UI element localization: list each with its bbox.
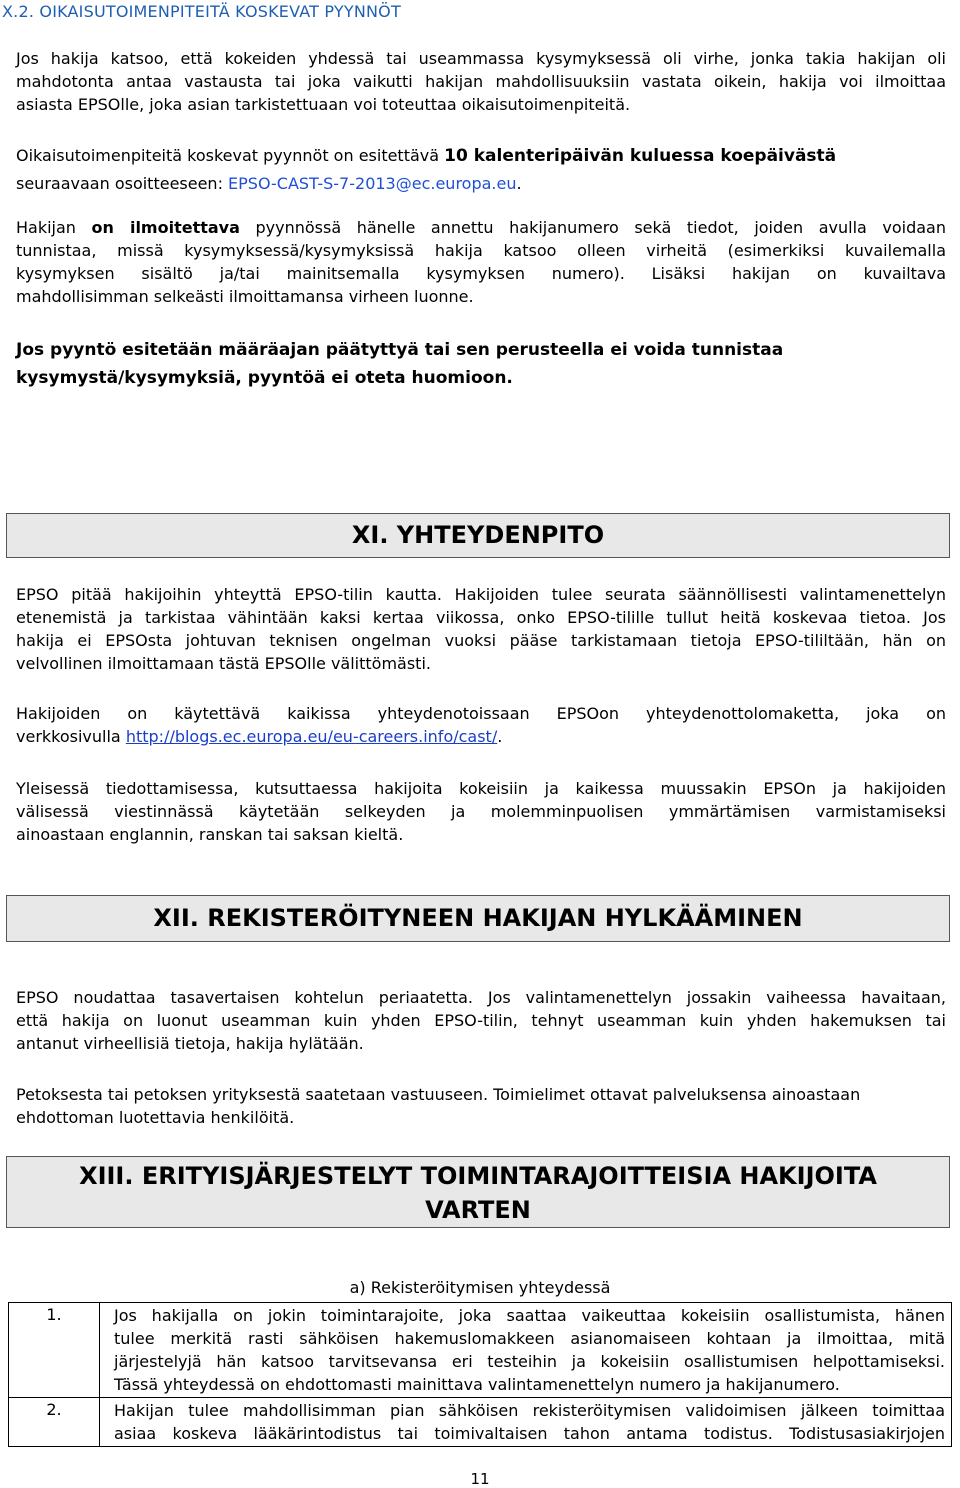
- text-line: mahdollisimman selkeästi ilmoittamansa virheen luonne.: [16, 287, 474, 306]
- text-line: [16, 216, 946, 239]
- text-line: antanut virheellisiä tietoja, hakija hylätään.: [16, 1034, 364, 1053]
- text-line: EPSO pitää hakijoihin yhteyttä EPSO-tilin kautta. Hakijoiden tulee seurata säännöllisesti valintamenettelyn: [16, 585, 946, 604]
- paragraph-equal-treatment: [16, 986, 946, 1055]
- paragraph-contact-form: [16, 702, 946, 748]
- text-fragment: verkkosivulla: [16, 727, 126, 746]
- text-line: Hakijoiden on käytettävä kaikissa yhteydenotoissaan EPSOon yhteydenottolomaketta, joka on: [16, 704, 946, 723]
- paragraph-error-claim: [16, 47, 946, 116]
- text-line: Jos hakijalla on jokin toimintarajoite, joka saattaa vaikeuttaa kokeisiin osallistumista, hänen: [114, 1306, 945, 1325]
- text-line: välisessä viestinnässä käytetään selkeyden ja molemminpuolisen ymmärtämisen varmistamiseksi: [16, 802, 946, 821]
- text-line: kysymyksen sisältö ja/tai mainitsemalla kysymyksen numero). Lisäksi hakijan on kuvailtava: [16, 264, 946, 283]
- steps-table: [8, 1302, 952, 1447]
- text-line: tunnistaa, missä kysymyksessä/kysymyksissä hakija katsoo olleen virheitä (esimerkiksi kuvailemalla: [16, 241, 946, 260]
- text-line: Yleisessä tiedottamisessa, kutsuttaessa hakijoita kokeisiin ja kaikessa muussakin EPSOn ja hakijoiden: [16, 779, 946, 798]
- section-heading-xiii: [6, 1156, 950, 1228]
- page-number: 11: [470, 1470, 490, 1488]
- text-line: Jos pyyntö esitetään määräajan päätyttyä tai sen perusteella ei voida tunnistaa: [16, 340, 784, 360]
- text-line: tulee merkitä rasti sähköisen hakemuslomakkeen asianomaiseen kohtaan ja ilmoittaa, mitä: [114, 1329, 945, 1348]
- text-line: ehdottoman luotettavia henkilöitä.: [16, 1108, 295, 1127]
- text-line: että hakija on luonut useamman kuin yhden EPSO-tilin, tehnyt useamman kuin yhden hakemuksen tai: [16, 1011, 946, 1030]
- text-line: asiasta EPSOlle, joka asian tarkistettuaan voi toteuttaa oikaisutoimenpiteitä.: [16, 95, 631, 114]
- text-fragment: pyynnössä hänelle annettu hakijanumero sekä tiedot, joiden avulla voidaan: [239, 218, 947, 237]
- section-heading-xi: [6, 513, 950, 558]
- text-fragment: .: [497, 727, 503, 746]
- text-line: Tässä yhteydessä on ehdottomasti mainittava valintamenettelyn numero ja hakijanumero.: [114, 1375, 840, 1394]
- text-fragment: .: [516, 174, 522, 193]
- text-line: etenemistä ja tarkistaa vähintään kaksi kertaa viikossa, onko EPSO-tilille tullut heitä koskevaa tietoa. Jos: [16, 608, 946, 627]
- step-number: 1.: [9, 1303, 100, 1398]
- section-heading-xii: [6, 895, 950, 942]
- text-fragment: Hakijan: [16, 218, 92, 237]
- step-text: [100, 1303, 952, 1398]
- text-line: velvollinen ilmoittamaan tästä EPSOlle välittömästi.: [16, 654, 431, 673]
- subsection-caption: a) Rekisteröitymisen yhteydessä: [349, 1278, 611, 1297]
- text-line: hakija ei EPSOsta johtuvan teknisen ongelman vuoksi pääse tarkistamaan tietoja EPSO-tililtään, hän on: [16, 631, 946, 650]
- text-line: järjestelyjä hän katsoo tarvitsevansa eri testeihin ja kokeisiin osallistumisen helpottamiseksi.: [114, 1352, 945, 1371]
- subsection-heading: X.2. OIKAISUTOIMENPITEITÄ KOSKEVAT PYYNNÖT: [2, 2, 401, 21]
- text-line: EPSO noudattaa tasavertaisen kohtelun periaatetta. Jos valintamenettelyn jossakin vaiheessa havaitaan,: [16, 988, 946, 1007]
- section-title-line: VARTEN: [425, 1196, 531, 1224]
- section-title: XI. YHTEYDENPITO: [351, 521, 605, 549]
- paragraph-late-requests: [16, 336, 946, 392]
- text-line: mahdotonta antaa vastausta tai joka vaikutti hakijan mahdollisuuksiin vastata oikein, hakija voi ilmoittaa: [16, 72, 946, 91]
- table-row: [9, 1303, 952, 1398]
- section-title: XII. REKISTERÖITYNEEN HAKIJAN HYLKÄÄMINEN: [153, 904, 803, 932]
- text-line: Jos hakija katsoo, että kokeiden yhdessä tai useammassa kysymyksessä oli virhe, jonka takia hakijan oli: [16, 49, 946, 68]
- paragraph-languages: [16, 777, 946, 846]
- table-row: [9, 1398, 952, 1447]
- section-title-line: XIII. ERITYISJÄRJESTELYT TOIMINTARAJOITTEISIA HAKIJOITA: [79, 1162, 877, 1190]
- text-line: asiaa koskeva lääkärintodistus tai toimivaltaisen tahon antama todistus. Todistusasiakirjojen: [114, 1424, 945, 1443]
- text-line: ainoastaan englannin, ranskan tai saksan kieltä.: [16, 825, 404, 844]
- text-line: kysymystä/kysymyksiä, pyyntöä ei oteta huomioon.: [16, 368, 513, 388]
- emphasis: on ilmoitettava: [91, 218, 240, 237]
- contact-form-link[interactable]: http://blogs.ec.europa.eu/eu-careers.info/cast/: [125, 727, 498, 746]
- step-text: [100, 1398, 952, 1447]
- text-fragment: Oikaisutoimenpiteitä koskevat pyynnöt on esitettävä: [16, 146, 445, 165]
- step-number: 2.: [9, 1398, 100, 1447]
- deadline-emphasis: 10 kalenteripäivän kuluessa koepäivästä: [444, 146, 837, 166]
- paragraph-epso-account: [16, 583, 946, 675]
- paragraph-request-contents: [16, 216, 946, 308]
- text-line: Hakijan tulee mahdollisimman pian sähköisen rekisteröitymisen validoimisen jälkeen toimittaa: [114, 1401, 945, 1420]
- text-line: [16, 725, 946, 748]
- text-line: Petoksesta tai petoksen yrityksestä saatetaan vastuuseen. Toimielimet ottavat palveluksensa ainoastaan: [16, 1085, 861, 1104]
- paragraph-fraud: [16, 1083, 946, 1129]
- text-fragment: seuraavaan osoitteeseen:: [16, 174, 229, 193]
- email-link[interactable]: EPSO-CAST-S-7-2013@ec.europa.eu: [228, 174, 517, 193]
- paragraph-deadline: [16, 142, 946, 197]
